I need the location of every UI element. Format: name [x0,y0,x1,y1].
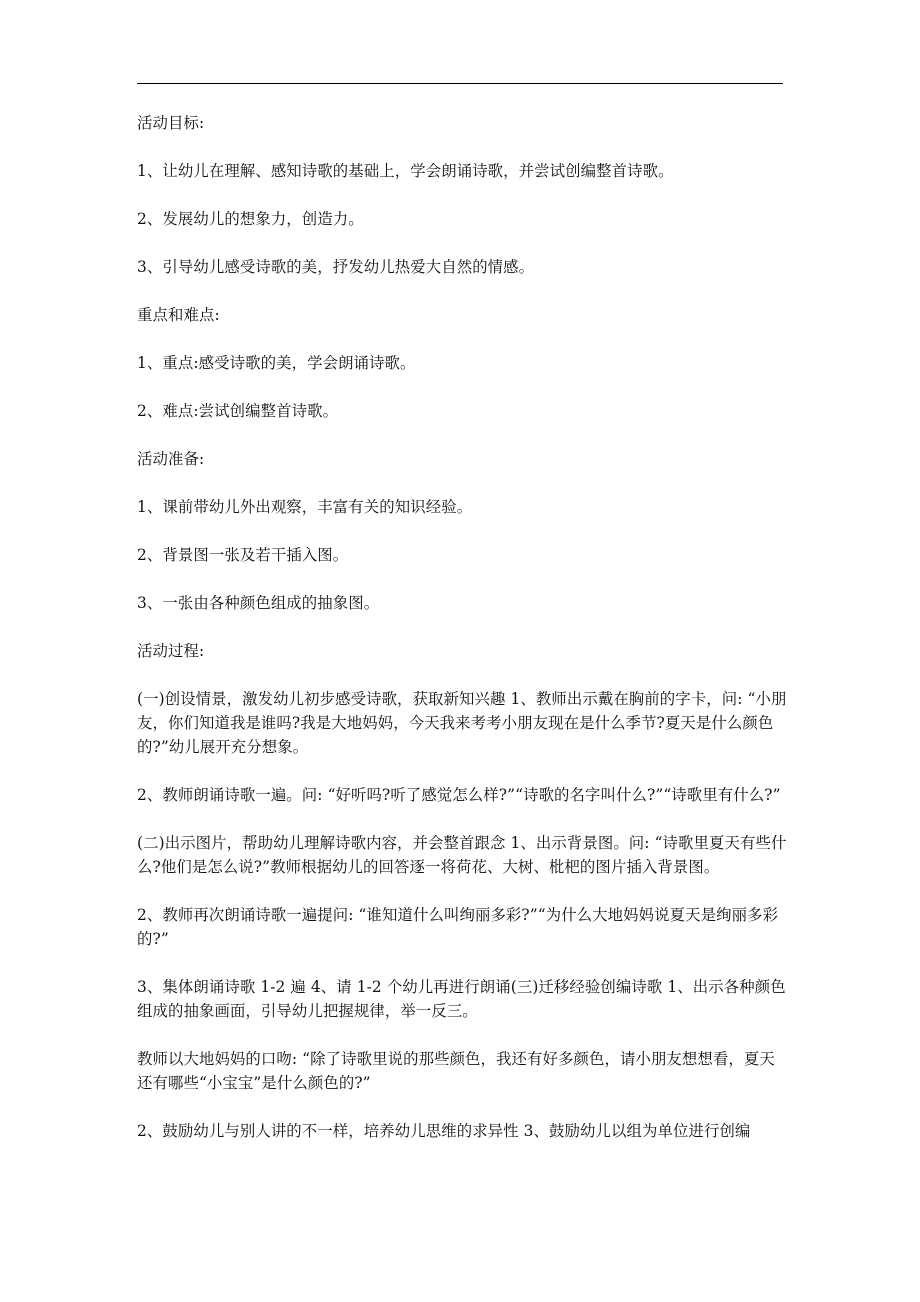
goal-item-3: 3、引导幼儿感受诗歌的美，抒发幼儿热爱大自然的情感。 [137,258,535,276]
key-point-2: 2、难点:尝试创编整首诗歌。 [137,402,339,420]
header-rule [137,83,783,84]
process-paragraph-2: 2、教师朗诵诗歌一遍。问: “好听吗?听了感觉怎么样?”“诗歌的名字叫什么?”“诗歌里有什么?” [137,786,781,804]
document-body [137,111,787,1167]
heading-process: 活动过程: [137,642,205,660]
process-paragraph-7: 2、鼓励幼儿与别人讲的不一样，培养幼儿思维的求异性 3、鼓励幼儿以组为单位进行创编 [137,1122,751,1140]
process-paragraph-4: 2、教师再次朗诵诗歌一遍提问: “谁知道什么叫绚丽多彩?”“为什么大地妈妈说夏天是绚丽多彩的?” [137,906,779,948]
goal-item-1: 1、让幼儿在理解、感知诗歌的基础上，学会朗诵诗歌，并尝试创编整首诗歌。 [137,162,674,180]
heading-goals: 活动目标: [137,114,205,132]
goal-item-2: 2、发展幼儿的想象力，创造力。 [137,210,364,228]
key-point-1: 1、重点:感受诗歌的美，学会朗诵诗歌。 [137,354,416,372]
process-paragraph-6: 教师以大地妈妈的口吻: “除了诗歌里说的那些颜色，我还有好多颜色，请小朋友想想看，夏天还有哪些“小宝宝”是什么颜色的?” [137,1050,775,1092]
process-paragraph-3: (二)出示图片，帮助幼儿理解诗歌内容，并会整首跟念 1、出示背景图。问: “诗歌里夏天有些什么?他们是怎么说?”教师根据幼儿的回答逐一将荷花、大树、枇杷的图片插入背景图。 [137,834,787,876]
prep-item-3: 3、一张由各种颜色组成的抽象图。 [137,594,380,612]
prep-item-2: 2、背景图一张及若干插入图。 [137,546,349,564]
heading-preparation: 活动准备: [137,450,205,468]
process-paragraph-5: 3、集体朗诵诗歌 1-2 遍 4、请 1-2 个幼儿再进行朗诵(三)迁移经验创编诗歌 1、出示各种颜色组成的抽象画面，引导幼儿把握规律，举一反三。 [137,978,786,1020]
prep-item-1: 1、课前带幼儿外出观察，丰富有关的知识经验。 [137,498,473,516]
process-paragraph-1: (一)创设情景，激发幼儿初步感受诗歌，获取新知兴趣 1、教师出示戴在胸前的字卡，问: “小朋友，你们知道我是谁吗?我是大地妈妈，今天我来考考小朋友现在是什么季节?夏天是什么颜色的?”幼儿展开充分想象。 [137,690,787,756]
heading-key-points: 重点和难点: [137,306,220,324]
